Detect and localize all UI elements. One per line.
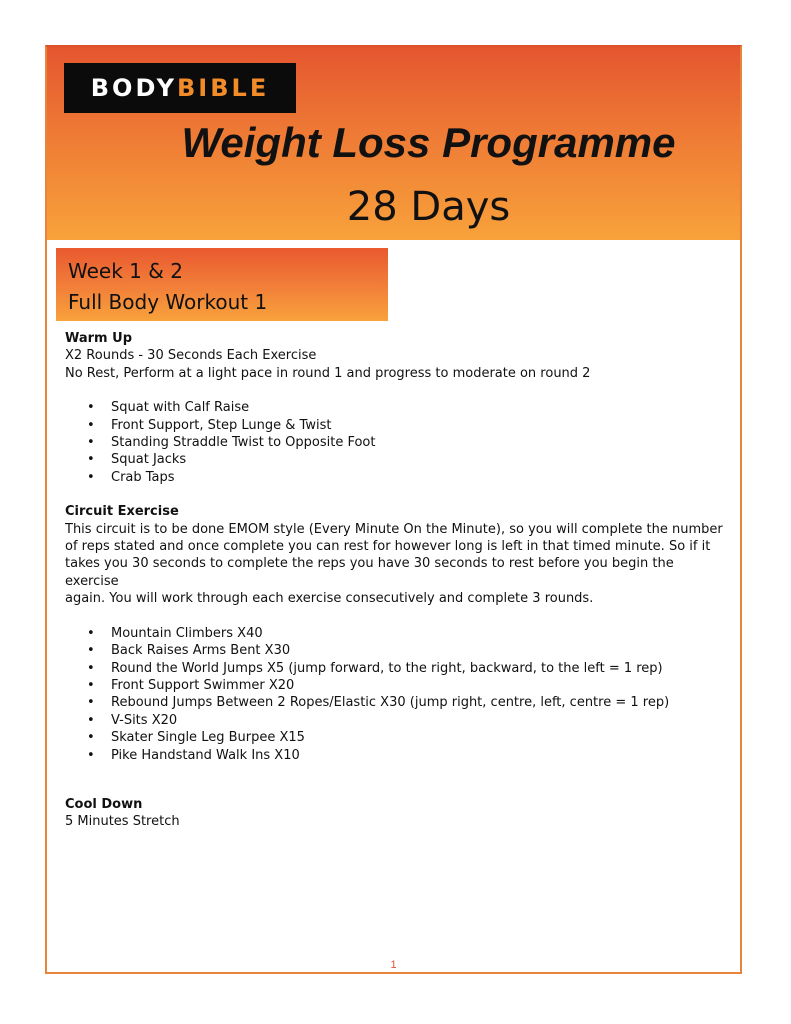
list-item: • Front Support, Step Lunge & Twist: [65, 417, 725, 434]
list-item: • Squat with Calf Raise: [65, 399, 725, 416]
list-item: • Standing Straddle Twist to Opposite Foot: [65, 434, 725, 451]
circuit-list: [65, 625, 725, 764]
header-banner: [47, 47, 740, 240]
list-item: • Crab Taps: [65, 469, 725, 486]
page: [45, 45, 742, 974]
week-banner: [56, 248, 388, 321]
list-item: • Back Raises Arms Bent X30: [65, 642, 725, 659]
cool-down-line: 5 Minutes Stretch: [65, 814, 180, 830]
circuit-paragraph-line: This circuit is to be done EMOM style (Every Minute On the Minute), so you will complete the number: [65, 521, 723, 537]
workout-content: [65, 330, 725, 831]
page-number: 1: [390, 959, 397, 971]
workout-label: Full Body Workout 1: [68, 290, 268, 314]
cool-down-heading: Cool Down: [65, 796, 143, 812]
list-item: • Round the World Jumps X5 (jump forward, to the right, backward, to the left = 1 rep): [65, 660, 725, 677]
logo-text-bible: BIBLE: [177, 74, 270, 102]
list-item: • Front Support Swimmer X20: [65, 677, 725, 694]
list-item: • V-Sits X20: [65, 712, 725, 729]
circuit-paragraph-line: takes you 30 seconds to complete the reps you have 30 seconds to rest before you begin the exercise: [65, 556, 674, 589]
circuit-heading: Circuit Exercise: [65, 504, 179, 520]
warm-up-line: X2 Rounds - 30 Seconds Each Exercise: [65, 348, 317, 364]
brand-logo: [64, 63, 296, 113]
list-item: • Pike Handstand Walk Ins X10: [65, 747, 725, 764]
warm-up-line: No Rest, Perform at a light pace in round 1 and progress to moderate on round 2: [65, 365, 591, 381]
list-item: • Skater Single Leg Burpee X15: [65, 729, 725, 746]
week-label: Week 1 & 2: [68, 259, 183, 283]
list-item: • Rebound Jumps Between 2 Ropes/Elastic X30 (jump right, centre, left, centre = 1 rep): [65, 694, 725, 711]
list-item: • Squat Jacks: [65, 451, 725, 468]
warm-up-list: [65, 399, 725, 486]
circuit-paragraph-line: again. You will work through each exercise consecutively and complete 3 rounds.: [65, 591, 594, 607]
page-title: Weight Loss Programme: [181, 119, 676, 166]
logo-text-body: BODY: [90, 74, 178, 102]
circuit-paragraph-line: of reps stated and once complete you can rest for however long is left in that timed minute. So if it: [65, 539, 711, 555]
list-item: • Mountain Climbers X40: [65, 625, 725, 642]
warm-up-heading: Warm Up: [65, 331, 132, 346]
page-subtitle: 28 Days: [346, 184, 511, 230]
